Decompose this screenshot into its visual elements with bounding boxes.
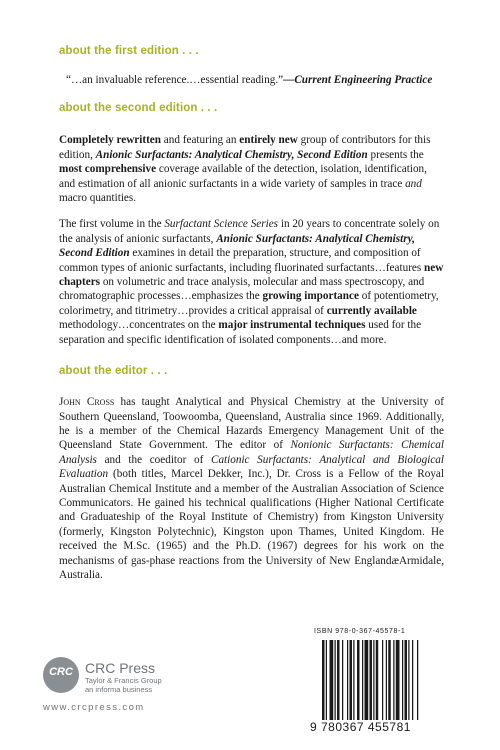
text-run: coverage available of the detection, isolation, identification, and estimation of all anionic surfactants in a wide variety of samples in trace bbox=[59, 163, 427, 190]
second-edition-paragraph-2 bbox=[59, 217, 444, 347]
text-run: Cationic Surfactants: Analytical and Biological Evaluation bbox=[59, 453, 444, 481]
text-run: growing importance bbox=[262, 290, 359, 303]
barcode-bar bbox=[322, 640, 325, 720]
text-run: Anionic Surfactants: Analytical Chemistry, Second Edition bbox=[95, 148, 368, 161]
text-run: on volumetric and trace analysis, molecular and mass spectroscopy, and chromatographic processes…emphasizes the bbox=[59, 276, 425, 303]
barcode-bar bbox=[350, 640, 353, 720]
barcode-bar bbox=[412, 640, 413, 720]
publisher-block bbox=[43, 657, 263, 717]
barcode-bar bbox=[370, 640, 373, 720]
barcode-bar bbox=[365, 640, 369, 720]
text-run: Surfactant Science Series bbox=[164, 218, 279, 231]
text-run: and featuring an bbox=[161, 134, 240, 147]
text-run: most comprehensive bbox=[59, 163, 157, 176]
publisher-line-1: Taylor & Francis Group bbox=[85, 676, 162, 685]
text-run: Anionic Surfactants: Analytical Chemistry, Second Edition bbox=[59, 232, 415, 260]
publisher-name: CRC Press bbox=[85, 660, 156, 676]
text-run: (both titles, Marcel Dekker, Inc.), Dr. Cross is a Fellow of the Royal Australian Chemical Institute and a member of the Australian Association of Science Communicators. He gained his technical qualifications (Higher National Certificate and Graduateship of the Royal Institute of Chemistry) from Kingston University (formerly, Kingston Polytechnic), Kingston upon Thames, United Kingdom. He received the M.Sc. (1965) and the Ph.D. (1967) degrees for his work on the mechanisms of gas-phase reactions from the University of New EnglandæArmidale, Australia. bbox=[59, 468, 444, 581]
barcode-bar bbox=[388, 640, 391, 720]
heading-first-edition: about the first edition . . . bbox=[59, 45, 199, 57]
text-run: currently available bbox=[326, 304, 417, 317]
barcode-bar bbox=[396, 640, 400, 720]
heading-second-edition: about the second edition . . . bbox=[59, 102, 218, 115]
barcode-bar bbox=[353, 640, 354, 720]
heading-editor: about the editor . . . bbox=[59, 365, 168, 378]
barcode-bar bbox=[417, 640, 418, 720]
text-run: presents the bbox=[367, 148, 424, 161]
quote-text: “…an invaluable reference.…essential reading.” bbox=[66, 74, 284, 86]
barcode-bar bbox=[347, 640, 348, 720]
logo-text: CRC bbox=[49, 666, 73, 678]
isbn-barcode bbox=[310, 628, 458, 738]
barcode-bar bbox=[342, 640, 343, 720]
barcode-bar bbox=[382, 640, 383, 720]
barcode-bar bbox=[335, 640, 336, 720]
barcode-bar bbox=[362, 640, 363, 720]
publisher-url: www.crcpress.com bbox=[43, 702, 145, 713]
barcode-bar bbox=[402, 640, 403, 720]
text-run: of potentiometry, colorimetry, and titrimetry…provides a critical appraisal of bbox=[59, 290, 439, 317]
barcode-bar bbox=[386, 640, 387, 720]
publisher-line-2: an informa business bbox=[85, 684, 153, 694]
text-run: major instrumental techniques bbox=[218, 319, 366, 332]
back-cover-text bbox=[59, 44, 444, 582]
editor-bio bbox=[59, 395, 444, 582]
barcode-bar bbox=[393, 640, 394, 720]
text-run: methodology…concentrates on the bbox=[59, 319, 219, 332]
second-edition-paragraph-1 bbox=[59, 133, 444, 205]
barcode-digits: 9 780367 455781 bbox=[310, 720, 411, 734]
barcode-bar bbox=[376, 640, 379, 720]
text-run: and bbox=[405, 177, 422, 190]
text-run: The first volume in the bbox=[59, 218, 165, 231]
text-run: has taught Analytical and Physical Chemistry at the University of Southern Queensland, Toowoomba, Queensland, Australia since 1969. Additionally, he is a member of the Chemical Hazards Emergency Management Unit of the Queensland State Government. The editor of bbox=[59, 396, 444, 452]
barcode-bar bbox=[326, 640, 327, 720]
text-run: new chapters bbox=[59, 261, 444, 289]
text-run: Nonionic Surfactants: Chemical Analysis bbox=[59, 439, 444, 466]
barcode-bar bbox=[373, 640, 374, 720]
first-edition-quote bbox=[59, 73, 444, 87]
barcode-bar bbox=[337, 640, 340, 720]
quote-source: —Current Engineering Practice bbox=[283, 74, 433, 86]
publisher-subtitle bbox=[85, 677, 162, 694]
barcode-bar bbox=[330, 640, 334, 720]
barcode-bar bbox=[408, 640, 409, 720]
text-run: group of contributors for this edition, bbox=[59, 134, 431, 161]
text-run: Completely rewritten bbox=[59, 134, 161, 147]
text-run: and the coeditor of bbox=[96, 453, 211, 466]
text-run: entirely new bbox=[239, 134, 298, 147]
barcode-bars-icon bbox=[320, 640, 456, 720]
text-run: John Cross bbox=[59, 396, 115, 409]
text-run: macro quantities. bbox=[59, 192, 137, 205]
barcode-bar bbox=[357, 640, 360, 720]
text-run: in 20 years to concentrate solely on the analysis of anionic surfactants, bbox=[59, 218, 440, 245]
isbn-label: ISBN 978-0-367-45578-1 bbox=[314, 628, 406, 635]
barcode-bar bbox=[405, 640, 408, 720]
text-run: used for the separation and specific identification of isolated components…and more. bbox=[59, 319, 422, 346]
text-run: examines in detail the preparation, structure, and composition of common types of anionic surfactants, including fluorinated surfactants…features bbox=[59, 247, 425, 274]
